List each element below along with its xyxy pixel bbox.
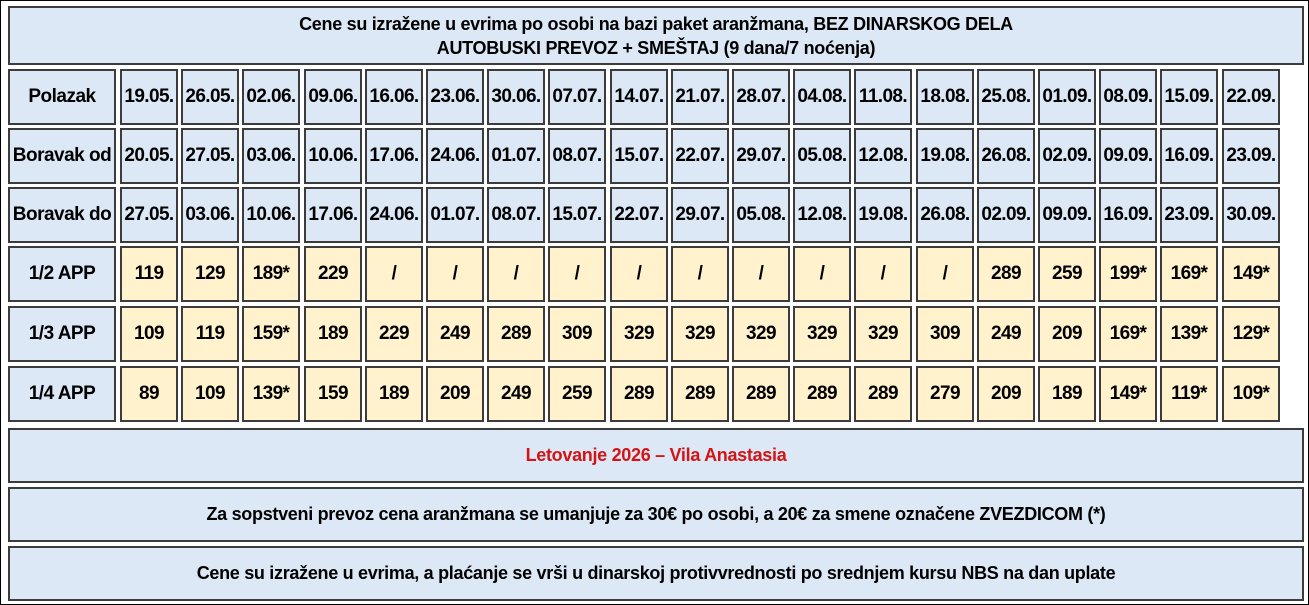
price-cell: 169* bbox=[1099, 306, 1157, 362]
price-cell: / bbox=[610, 246, 668, 302]
price-cell: 329 bbox=[854, 306, 912, 362]
price-cell: 149* bbox=[1222, 246, 1280, 302]
date-cell: 01.07. bbox=[487, 128, 545, 184]
date-cell: 08.09. bbox=[1099, 69, 1157, 125]
price-cell: 309 bbox=[916, 306, 974, 362]
price-cell: / bbox=[487, 246, 545, 302]
price-cell: 129* bbox=[1222, 306, 1280, 362]
date-cell: 28.07. bbox=[732, 69, 790, 125]
date-cell: 17.06. bbox=[304, 187, 362, 243]
row-label-stay-to: Boravak do bbox=[8, 187, 116, 243]
price-cell: 109 bbox=[181, 366, 239, 422]
date-cell: 19.08. bbox=[916, 128, 974, 184]
price-cell: / bbox=[916, 246, 974, 302]
table-header bbox=[8, 6, 1304, 65]
date-cell: 18.08. bbox=[916, 69, 974, 125]
price-cell: 329 bbox=[610, 306, 668, 362]
date-cell: 12.08. bbox=[854, 128, 912, 184]
offer-title-text: Letovanje 2026 – Vila Anastasia bbox=[525, 445, 787, 465]
price-cell: 289 bbox=[671, 366, 729, 422]
date-cell: 04.08. bbox=[793, 69, 851, 125]
price-cell: 209 bbox=[1038, 306, 1096, 362]
date-cell: 08.07. bbox=[487, 187, 545, 243]
date-cell: 26.05. bbox=[181, 69, 239, 125]
date-cell: 16.09. bbox=[1160, 128, 1218, 184]
price-cell: 189 bbox=[304, 306, 362, 362]
date-cell: 24.06. bbox=[426, 128, 484, 184]
row-label-stay-from: Boravak od bbox=[8, 128, 116, 184]
price-cell: 159 bbox=[304, 366, 362, 422]
date-cell: 02.06. bbox=[242, 69, 300, 125]
date-cell: 02.09. bbox=[1038, 128, 1096, 184]
price-cell: 109* bbox=[1222, 366, 1280, 422]
price-cell: / bbox=[854, 246, 912, 302]
price-cell: 249 bbox=[977, 306, 1035, 362]
date-cell: 19.08. bbox=[854, 187, 912, 243]
date-cell: 22.07. bbox=[671, 128, 729, 184]
date-cell: 15.09. bbox=[1160, 69, 1218, 125]
date-cell: 09.09. bbox=[1038, 187, 1096, 243]
price-cell: 289 bbox=[793, 366, 851, 422]
payment-note bbox=[8, 546, 1304, 601]
date-cell: 09.06. bbox=[304, 69, 362, 125]
price-cell: / bbox=[365, 246, 423, 302]
date-cell: 29.07. bbox=[732, 128, 790, 184]
price-cell: 249 bbox=[426, 306, 484, 362]
date-cell: 25.08. bbox=[977, 69, 1035, 125]
price-cell: 289 bbox=[854, 366, 912, 422]
date-cell: 24.06. bbox=[365, 187, 423, 243]
price-cell: 189 bbox=[365, 366, 423, 422]
price-cell: 329 bbox=[793, 306, 851, 362]
price-cell: 209 bbox=[977, 366, 1035, 422]
date-cell: 26.08. bbox=[977, 128, 1035, 184]
date-cell: 21.07. bbox=[671, 69, 729, 125]
row-label-app-quarter: 1/4 APP bbox=[8, 366, 116, 422]
price-cell: 139* bbox=[1160, 306, 1218, 362]
price-cell: 259 bbox=[548, 366, 606, 422]
date-cell: 11.08. bbox=[854, 69, 912, 125]
own-transport-note bbox=[8, 487, 1304, 542]
price-cell: 199* bbox=[1099, 246, 1157, 302]
price-cell: / bbox=[671, 246, 729, 302]
date-cell: 01.07. bbox=[426, 187, 484, 243]
offer-title bbox=[8, 428, 1304, 483]
date-cell: 14.07. bbox=[610, 69, 668, 125]
date-cell: 12.08. bbox=[793, 187, 851, 243]
price-cell: 189 bbox=[1038, 366, 1096, 422]
date-cell: 23.09. bbox=[1160, 187, 1218, 243]
row-label-app-third: 1/3 APP bbox=[8, 306, 116, 362]
price-cell: 149* bbox=[1099, 366, 1157, 422]
price-cell: 329 bbox=[732, 306, 790, 362]
price-cell: 159* bbox=[242, 306, 300, 362]
price-cell: 119* bbox=[1160, 366, 1218, 422]
date-cell: 26.08. bbox=[916, 187, 974, 243]
price-cell: 289 bbox=[732, 366, 790, 422]
payment-note-text: Cene su izražene u evrima, a plaćanje se vrši u dinarskoj protivvrednosti po srednjem kursu NBS na dan uplate bbox=[196, 563, 1116, 583]
date-cell: 29.07. bbox=[671, 187, 729, 243]
date-cell: 10.06. bbox=[304, 128, 362, 184]
date-cell: 23.06. bbox=[426, 69, 484, 125]
price-cell: 109 bbox=[120, 306, 178, 362]
price-cell: 289 bbox=[977, 246, 1035, 302]
date-cell: 22.09. bbox=[1222, 69, 1280, 125]
date-cell: 03.06. bbox=[181, 187, 239, 243]
date-cell: 20.05. bbox=[120, 128, 178, 184]
price-cell: 309 bbox=[548, 306, 606, 362]
date-cell: 16.09. bbox=[1099, 187, 1157, 243]
header-line-2: AUTOBUSKI PREVOZ + SMEŠTAJ (9 dana/7 noćenja) bbox=[436, 37, 876, 58]
date-cell: 16.06. bbox=[365, 69, 423, 125]
price-cell: 229 bbox=[365, 306, 423, 362]
price-cell: 89 bbox=[120, 366, 178, 422]
price-cell: / bbox=[548, 246, 606, 302]
price-cell: / bbox=[793, 246, 851, 302]
header-line-1: Cene su izražene u evrima po osobi na bazi paket aranžmana, BEZ DINARSKOG DELA bbox=[299, 13, 1013, 34]
date-cell: 08.07. bbox=[548, 128, 606, 184]
price-cell: 279 bbox=[916, 366, 974, 422]
price-cell: 329 bbox=[671, 306, 729, 362]
price-cell: 189* bbox=[242, 246, 300, 302]
date-cell: 07.07. bbox=[548, 69, 606, 125]
date-cell: 15.07. bbox=[548, 187, 606, 243]
price-cell: 259 bbox=[1038, 246, 1096, 302]
price-cell: 229 bbox=[304, 246, 362, 302]
row-label-app-half: 1/2 APP bbox=[8, 246, 116, 302]
price-cell: 289 bbox=[487, 306, 545, 362]
date-cell: 01.09. bbox=[1038, 69, 1096, 125]
row-label-departure: Polazak bbox=[8, 69, 116, 125]
date-cell: 30.09. bbox=[1222, 187, 1280, 243]
date-cell: 10.06. bbox=[242, 187, 300, 243]
date-cell: 02.09. bbox=[977, 187, 1035, 243]
date-cell: 05.08. bbox=[732, 187, 790, 243]
price-cell: / bbox=[426, 246, 484, 302]
price-cell: 119 bbox=[181, 306, 239, 362]
own-transport-note-text: Za sopstveni prevoz cena aranžmana se umanjuje za 30€ po osobi, a 20€ za smene označene ZVEZDICOM (*) bbox=[206, 504, 1106, 524]
date-cell: 09.09. bbox=[1099, 128, 1157, 184]
date-cell: 15.07. bbox=[610, 128, 668, 184]
date-cell: 22.07. bbox=[610, 187, 668, 243]
price-cell: 119 bbox=[120, 246, 178, 302]
date-cell: 27.05. bbox=[181, 128, 239, 184]
date-cell: 17.06. bbox=[365, 128, 423, 184]
price-cell: 139* bbox=[242, 366, 300, 422]
price-cell: 249 bbox=[487, 366, 545, 422]
date-cell: 19.05. bbox=[120, 69, 178, 125]
date-cell: 27.05. bbox=[120, 187, 178, 243]
date-cell: 05.08. bbox=[793, 128, 851, 184]
date-cell: 23.09. bbox=[1222, 128, 1280, 184]
date-cell: 30.06. bbox=[487, 69, 545, 125]
price-cell: / bbox=[732, 246, 790, 302]
price-cell: 289 bbox=[610, 366, 668, 422]
date-cell: 03.06. bbox=[242, 128, 300, 184]
price-cell: 169* bbox=[1160, 246, 1218, 302]
price-cell: 209 bbox=[426, 366, 484, 422]
price-cell: 129 bbox=[181, 246, 239, 302]
